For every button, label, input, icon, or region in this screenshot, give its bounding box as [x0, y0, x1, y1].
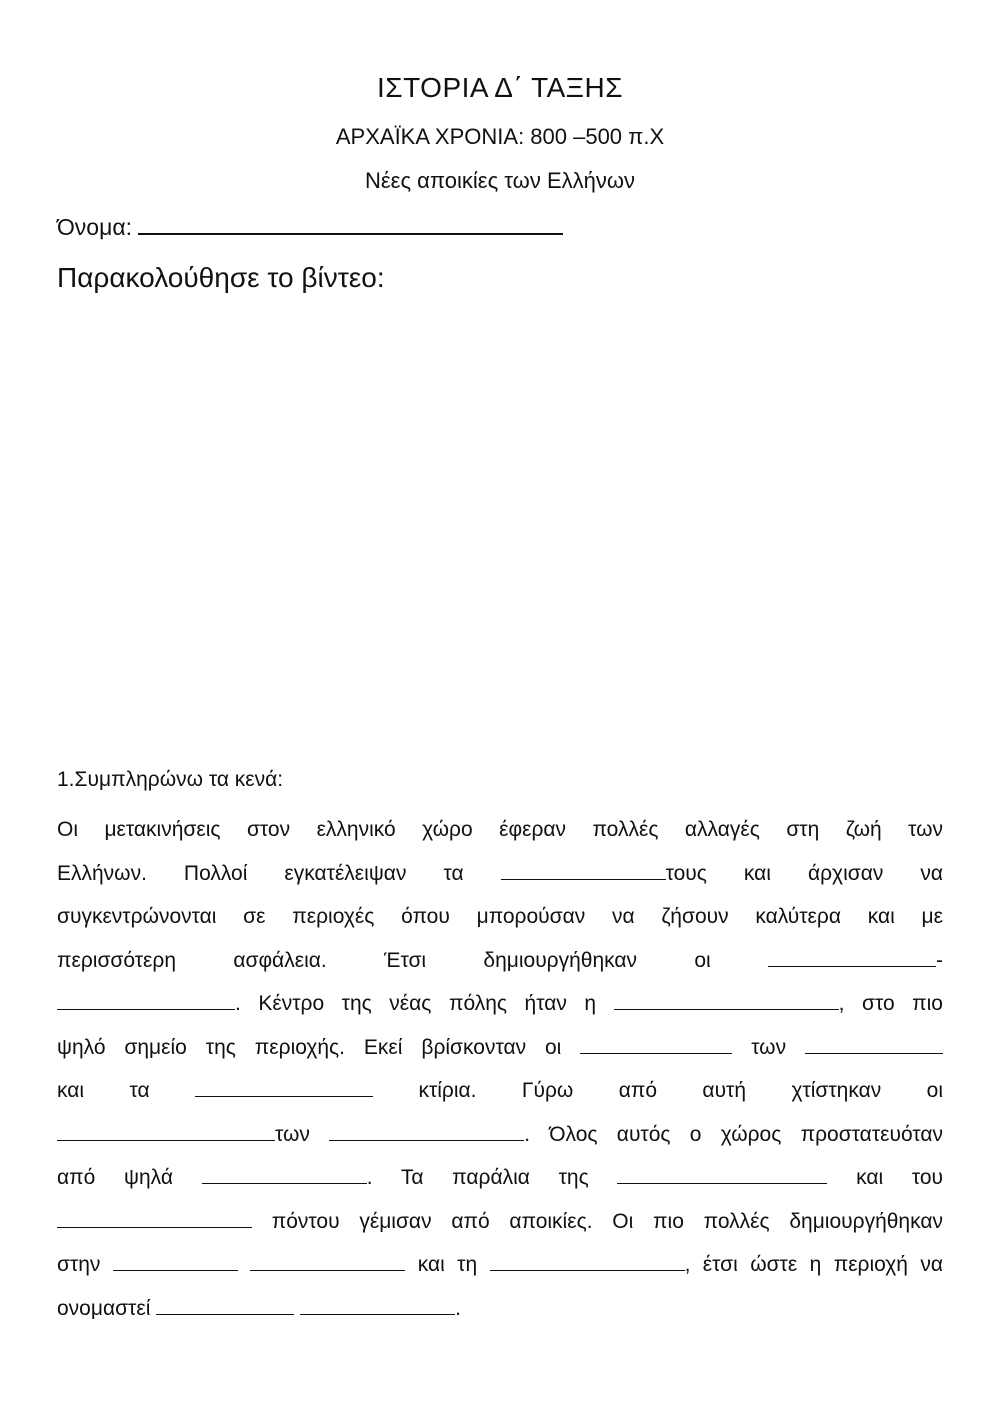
- text-segment: κτίρια. Γύρω από αυτή χτίστηκαν οι: [418, 1079, 944, 1102]
- blank-2[interactable]: [768, 965, 936, 967]
- name-blank[interactable]: [138, 232, 563, 235]
- blank-7[interactable]: [195, 1095, 373, 1097]
- text-segment: ονομαστεί: [57, 1296, 151, 1320]
- text-segment: στην: [57, 1253, 101, 1276]
- paragraph-line-6: [57, 1026, 943, 1070]
- blank-5[interactable]: [580, 1052, 732, 1054]
- text-segment: , έτσι ώστε η περιοχή να: [684, 1253, 944, 1276]
- exercise-title: 1.Συμπληρώνω τα κενά:: [57, 768, 284, 791]
- text-segment: τους και άρχισαν να: [665, 861, 943, 885]
- paragraph-line-11: [57, 1243, 943, 1287]
- video-instruction: Παρακολούθησε το βίντεο:: [57, 262, 385, 293]
- blank-13[interactable]: [113, 1269, 238, 1271]
- worksheet-title: ΙΣΤΟΡΙΑ Δ΄ ΤΑΞΗΣ: [376, 72, 623, 103]
- text-segment: ψηλό σημείο της περιοχής. Εκεί βρίσκονταν οι: [57, 1035, 562, 1059]
- paragraph-line-3: [57, 895, 943, 939]
- paragraph-line-10: [57, 1200, 943, 1244]
- fill-in-paragraph: [57, 808, 943, 1330]
- paragraph-line-4: [57, 939, 943, 983]
- blank-10[interactable]: [202, 1182, 367, 1184]
- text-segment: .: [455, 1296, 461, 1320]
- paragraph-line-1: [57, 808, 943, 852]
- video-embed-area[interactable]: [57, 320, 943, 740]
- paragraph-line-9: [57, 1156, 943, 1200]
- topic-subtitle: Νέες αποικίες των Ελλήνων: [364, 168, 636, 193]
- blank-9[interactable]: [329, 1139, 524, 1141]
- text-segment: και τη: [417, 1253, 478, 1276]
- paragraph-line-12: [57, 1287, 943, 1331]
- blank-14[interactable]: [250, 1269, 405, 1271]
- text-segment: . Κέντρο της νέας πόλης ήταν η: [235, 992, 597, 1015]
- text-segment: των: [275, 1122, 310, 1146]
- blank-15[interactable]: [490, 1269, 685, 1271]
- text-segment: περισσότερη ασφάλεια. Έτσι δημιουργήθηκαν οι: [57, 948, 711, 972]
- paragraph-line-2: [57, 852, 943, 896]
- blank-12[interactable]: [57, 1226, 252, 1228]
- paragraph-line-5: [57, 982, 943, 1026]
- text-segment: . Όλος αυτός ο χώρος προστατευόταν: [524, 1122, 943, 1146]
- text-segment: Ελλήνων. Πολλοί εγκατέλειψαν τα: [57, 861, 464, 885]
- blank-11[interactable]: [617, 1182, 827, 1184]
- text-segment: -: [935, 948, 943, 972]
- text-segment: και του: [856, 1166, 944, 1189]
- text-segment: από ψηλά: [57, 1166, 173, 1189]
- blank-3[interactable]: [57, 1008, 235, 1010]
- blank-8[interactable]: [57, 1139, 275, 1141]
- paragraph-line-7: [57, 1069, 943, 1113]
- blank-4[interactable]: [614, 1008, 839, 1010]
- name-row: [57, 214, 563, 241]
- period-subtitle: ΑΡΧΑΪΚΑ ΧΡΟΝΙΑ: 800 –500 π.Χ: [335, 124, 665, 149]
- text-segment: και τα: [57, 1079, 150, 1102]
- blank-6[interactable]: [805, 1052, 943, 1054]
- text-segment: των: [751, 1035, 787, 1059]
- blank-1[interactable]: [501, 878, 666, 880]
- text-segment: Οι μετακινήσεις στον ελληνικό χώρο έφεραν πολλές αλλαγές στη ζωή των: [57, 818, 943, 841]
- text-segment: , στο πιο: [838, 992, 943, 1015]
- name-label: Όνομα:: [57, 214, 133, 240]
- paragraph-line-8: [57, 1113, 943, 1157]
- text-segment: συγκεντρώνονται σε περιοχές όπου μπορούσαν να ζήσουν καλύτερα και με: [57, 905, 943, 928]
- blank-17[interactable]: [300, 1313, 455, 1315]
- text-segment: . Τα παράλια της: [366, 1166, 589, 1189]
- blank-16[interactable]: [156, 1313, 294, 1315]
- text-segment: πόντου γέμισαν από αποικίες. Οι πιο πολλές δημιουργήθηκαν: [271, 1209, 943, 1233]
